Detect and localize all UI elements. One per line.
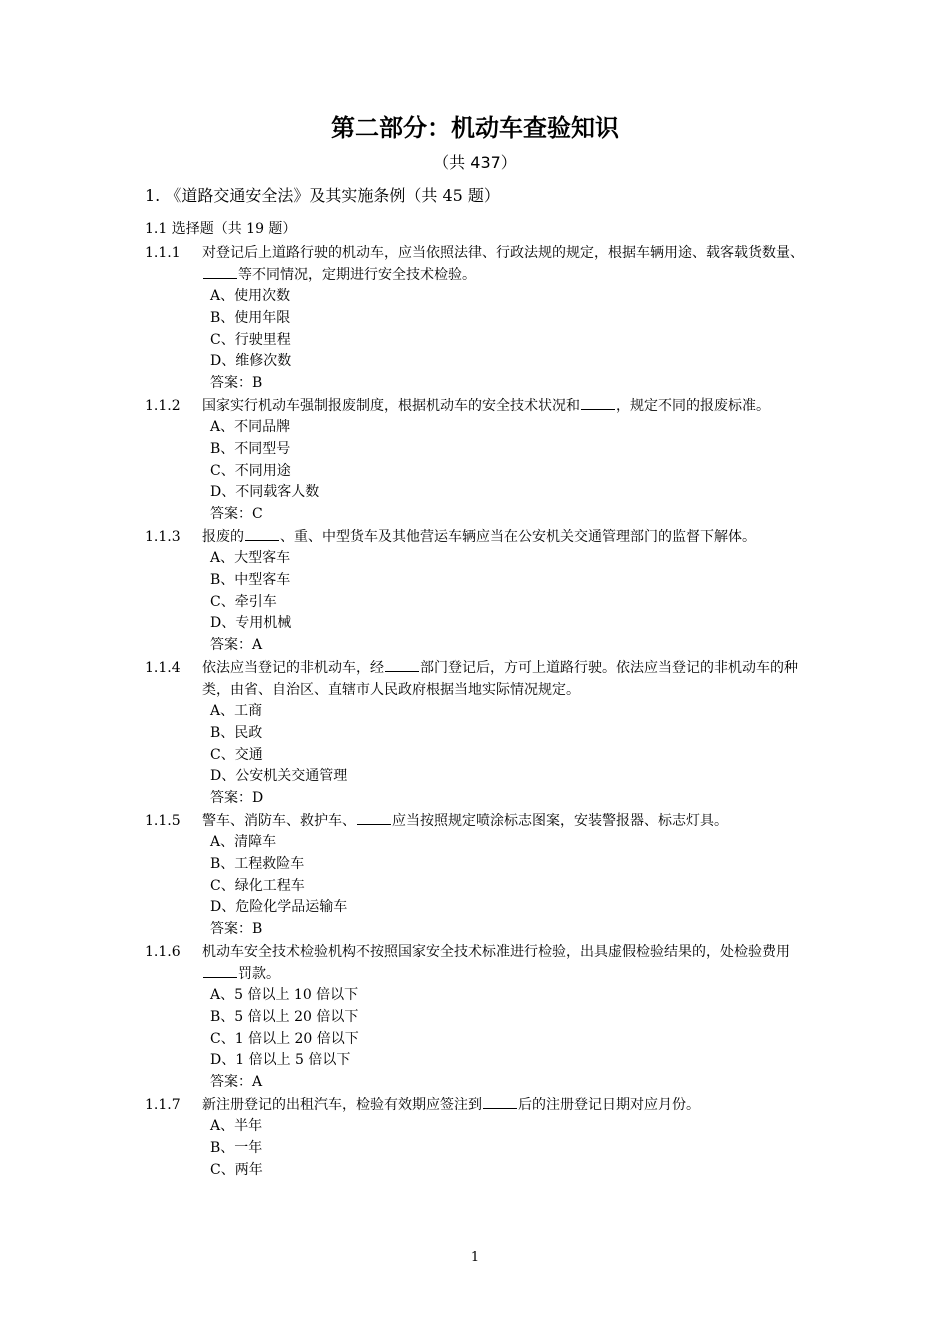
fill-in-blank	[203, 264, 237, 279]
question-stem	[145, 1094, 815, 1116]
answer-option: A、大型客车	[210, 549, 291, 566]
question-item	[145, 1094, 815, 1181]
fill-in-blank	[357, 810, 391, 825]
question-number: 1.1.2	[145, 397, 181, 414]
question-text-after-blank: 应当按照规定喷涂标志图案，安装警报器、标志灯具。	[392, 812, 728, 829]
question-text-before-blank: 对登记后上道路行驶的机动车，应当依照法律、行政法规的规定，根据车辆用途、载客载货数量、	[202, 245, 804, 261]
answer-option: C、不同用途	[210, 462, 291, 479]
question-item	[145, 657, 815, 810]
answer-option: A、使用次数	[210, 288, 291, 304]
answer-option: B、民政	[210, 724, 263, 741]
answer-key: 答案：A	[210, 1074, 263, 1091]
answer-option: A、工商	[210, 702, 263, 719]
question-number: 1.1.6	[145, 943, 181, 960]
answer-option: D、公安机关交通管理	[210, 768, 348, 785]
answer-option: D、不同载客人数	[210, 484, 320, 501]
answer-option: C、行驶里程	[210, 331, 291, 348]
answer-option: D、维修次数	[210, 353, 292, 370]
page-subtitle: （共 437）	[433, 153, 517, 172]
fill-in-blank	[581, 395, 615, 410]
question-number: 1.1.7	[145, 1096, 181, 1113]
section-heading: 1. 《道路交通安全法》及其实施条例（共 45 题）	[145, 186, 500, 205]
question-item	[145, 395, 815, 526]
answer-option: B、不同型号	[210, 440, 291, 457]
question-text-before-blank: 新注册登记的出租汽车，检验有效期应签注到	[202, 1096, 482, 1113]
sub-section-heading: 1.1 选择题（共 19 题）	[145, 221, 297, 237]
question-number: 1.1.1	[145, 245, 181, 261]
question-stem	[145, 242, 815, 286]
question-text	[202, 657, 815, 701]
question-text-after-blank: ，规定不同的报废标准。	[616, 397, 770, 414]
answer-key: 答案：B	[210, 375, 263, 392]
answer-option: A、5 倍以上 10 倍以下	[210, 986, 359, 1003]
answer-option: D、危险化学品运输车	[210, 899, 348, 916]
question-text	[202, 242, 815, 286]
answer-option: D、1 倍以上 5 倍以下	[210, 1052, 351, 1069]
answer-option: C、绿化工程车	[210, 877, 305, 894]
answer-option: C、两年	[210, 1161, 263, 1178]
answer-option: B、工程救险车	[210, 855, 305, 872]
question-text	[202, 395, 815, 417]
answer-option: C、1 倍以上 20 倍以下	[210, 1030, 359, 1047]
question-text-after-blank: 等不同情况，定期进行安全技术检验。	[238, 267, 476, 283]
question-stem	[145, 941, 815, 985]
question-text-before-blank: 国家实行机动车强制报废制度，根据机动车的安全技术状况和	[202, 397, 580, 414]
answer-option: B、中型客车	[210, 571, 291, 588]
answer-option: C、交通	[210, 746, 263, 763]
question-item	[145, 526, 815, 657]
answer-option: D、专用机械	[210, 615, 292, 632]
question-text-after-blank: 罚款。	[238, 965, 280, 982]
fill-in-blank	[385, 657, 419, 672]
question-list	[145, 242, 815, 1181]
question-text	[202, 1094, 815, 1116]
question-text-before-blank: 警车、消防车、救护车、	[202, 812, 356, 829]
fill-in-blank	[483, 1094, 517, 1109]
answer-option: A、不同品牌	[210, 418, 291, 435]
answer-key: 答案：D	[210, 790, 264, 807]
answer-key: 答案：B	[210, 921, 263, 938]
question-stem	[145, 526, 815, 548]
question-item	[145, 941, 815, 1094]
answer-option: B、5 倍以上 20 倍以下	[210, 1008, 359, 1025]
question-text-before-blank: 机动车安全技术检验机构不按照国家安全技术标准进行检验，出具虚假检验结果的，处检验费用	[202, 943, 790, 960]
question-text-after-blank: 部门登记后，方可上道路行驶。依法应当登记的非机动车的种类，由省、自治区、直辖市人民政府根据当地实际情况规定。	[202, 659, 798, 698]
question-text-after-blank: 后的注册登记日期对应月份。	[518, 1096, 700, 1113]
answer-option: A、半年	[210, 1117, 263, 1134]
answer-option: A、清障车	[210, 833, 277, 850]
fill-in-blank	[245, 526, 279, 541]
page-number: 1	[470, 1250, 480, 1265]
question-text	[202, 810, 815, 832]
answer-option: B、一年	[210, 1139, 263, 1156]
fill-in-blank	[203, 963, 237, 978]
answer-key: 答案：A	[210, 637, 263, 654]
page-title: 第二部分：机动车查验知识	[331, 114, 619, 142]
question-number: 1.1.4	[145, 659, 181, 676]
question-stem	[145, 657, 815, 701]
answer-option: C、牵引车	[210, 593, 277, 610]
question-stem	[145, 395, 815, 417]
question-number: 1.1.3	[145, 528, 181, 545]
question-item	[145, 242, 815, 395]
question-text	[202, 526, 815, 548]
question-stem	[145, 810, 815, 832]
question-text-after-blank: 、重、中型货车及其他营运车辆应当在公安机关交通管理部门的监督下解体。	[280, 528, 756, 545]
question-text-before-blank: 报废的	[202, 528, 244, 545]
answer-key: 答案：C	[210, 506, 263, 523]
question-text	[202, 941, 815, 985]
question-item	[145, 810, 815, 941]
question-number: 1.1.5	[145, 812, 181, 829]
answer-option: B、使用年限	[210, 309, 291, 326]
question-text-before-blank: 依法应当登记的非机动车，经	[202, 659, 384, 676]
